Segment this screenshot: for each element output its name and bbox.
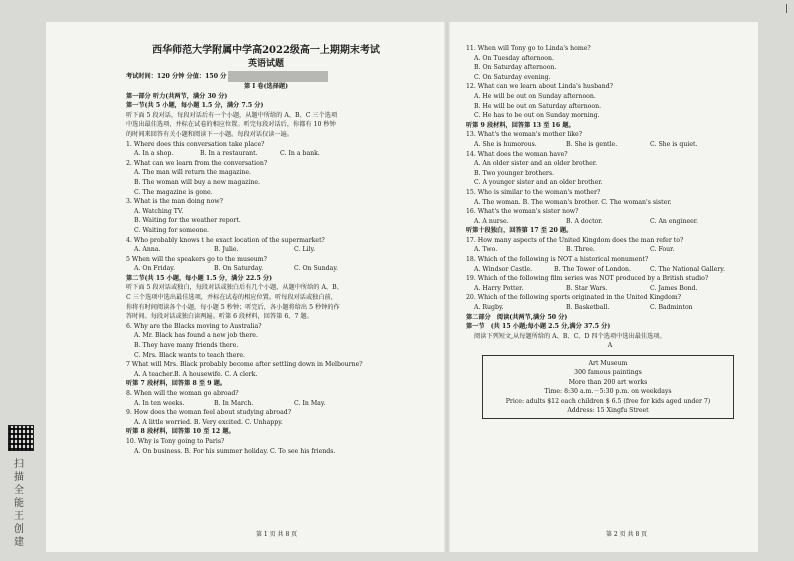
option: B. Three. <box>566 246 595 254</box>
question: 15. Who is similar to the woman's mother? <box>466 188 601 196</box>
option: B. Star Wars. <box>566 284 608 292</box>
option: C. Four. <box>650 246 675 254</box>
option: A. On Friday. <box>134 265 175 273</box>
instruction-line: 你将有时间阅读各个小题，每小题 5 秒钟；听完后，各小题将给出 5 秒钟的作 <box>126 303 340 311</box>
section-heading: 第一节 (共 15 小题;每小题 2.5 分,满分 37.5 分) <box>466 323 611 331</box>
option: B. Julie. <box>214 246 239 254</box>
options-row <box>126 399 406 409</box>
notice-line: 300 famous paintings <box>574 369 642 377</box>
option: A. On Tuesday afternoon. <box>474 54 554 62</box>
option: A. A teacher.B. A housewife. C. A clerk. <box>134 370 258 378</box>
options-row <box>466 217 754 227</box>
option: A. The woman. B. The woman's brother. C. The woman's sister. <box>474 198 672 206</box>
option: C. On Saturday evening. <box>474 73 551 81</box>
option: A. Watching TV. <box>134 207 184 215</box>
option: C. On Sunday. <box>294 265 338 273</box>
question: 2. What can we learn from the conversation? <box>126 159 268 167</box>
question: 1. Where does this conversation take place? <box>126 140 265 148</box>
options-row <box>126 264 406 274</box>
option: C. In a bank. <box>280 150 320 158</box>
notice-line: Art Museum <box>588 360 628 367</box>
option: C. He has to be out on Sunday morning. <box>474 112 600 120</box>
section-heading: 第一部分 听力(共两节，满分 30 分) <box>126 92 228 100</box>
question: 16. What's the woman's sister now? <box>466 208 579 216</box>
option: B. In a restaurant. <box>200 150 258 158</box>
option: A. He will be out on Sunday afternoon. <box>474 92 596 100</box>
option: B. They have many friends there. <box>134 342 239 350</box>
option: B. On Saturday afternoon. <box>474 64 557 72</box>
page-number: 第 1 页 共 8 页 <box>256 531 298 538</box>
question: 11. When will Tony go to Linda's home? <box>466 45 591 52</box>
option: B. In March. <box>214 399 254 407</box>
question: 18. Which of the following is NOT a historical monument? <box>466 256 649 264</box>
instruction-line: 阅读下列短文,从每题所给的 A、B、C、D 四个选项中选出最佳选项。 <box>474 332 666 340</box>
exam-title: 西华师范大学附属中学高2022级高一上期期末考试 <box>152 45 380 56</box>
option: C. Waiting for someone. <box>134 226 210 234</box>
option: B. Waiting for the weather report. <box>134 217 241 225</box>
option: B. He will be out on Saturday afternoon. <box>474 102 602 110</box>
question: 10. Why is Tony going to Paris? <box>126 437 225 445</box>
option: A. A little worried. B. Very excited. C. Unhappy. <box>134 418 283 426</box>
option: C. A younger sister and an older brother. <box>474 179 603 187</box>
notice-line: Time: 8:30 a.m.－5:30 p.m. on weekdays <box>544 388 672 396</box>
question: 20. Which of the following sports originated in the United Kingdom? <box>466 294 682 302</box>
option: B. The Tower of London. <box>554 265 631 273</box>
section-heading: 听第 8 段材料，回答第 10 至 12 题。 <box>126 428 235 436</box>
art-museum-notice <box>482 355 734 419</box>
left-page <box>126 22 406 456</box>
page-number: 第 2 页 共 8 页 <box>606 531 648 538</box>
notice-line: Address: 15 Xingfu Street <box>567 407 649 415</box>
option: C. Mrs. Black wants to teach there. <box>134 351 245 359</box>
section-heading: 第二部分 阅读(共两节,满分 50 分) <box>466 313 568 321</box>
option: B. The woman will buy a new magazine. <box>134 178 260 186</box>
option: C. James Bond. <box>650 284 698 292</box>
instruction-line: C 三个选项中选出最佳选项，并标在试卷的相应位置。听每段对话或独白前， <box>126 294 337 302</box>
instruction-line: 中选出最佳选项，并标在试卷的相应位置。听完每段对话后，你都有 10 秒钟 <box>126 121 336 129</box>
question: 14. What does the woman have? <box>466 150 568 158</box>
option: B. On Saturday. <box>214 265 264 273</box>
section-heading: 第二节(共 15 小题，每小题 1.5 分，满分 22.5 分) <box>126 274 273 282</box>
question: 17. How many aspects of the United Kingdom does the man refer to? <box>466 236 684 244</box>
instruction-line: 答时间。每段对话或独白读两遍。听第 6 段材料，回答第 6、7 题。 <box>126 313 313 321</box>
option: B. Two younger brothers. <box>474 169 554 177</box>
options-row <box>466 284 754 294</box>
question: 7 What will Mrs. Black probably become after settling down in Melbourne? <box>126 361 363 369</box>
option: A. Two. <box>474 246 498 254</box>
option: C. The National Gallery. <box>650 265 725 273</box>
option: A. On business. B. For his summer holiday. C. To see his friends. <box>134 447 336 455</box>
question: 8. When will the woman go abroad? <box>126 390 239 397</box>
option: C. Lily. <box>294 246 316 254</box>
option: A. The man will return the magazine. <box>134 169 252 177</box>
option: C. The magazine is gone. <box>134 188 213 196</box>
question: 3. What is the man doing now? <box>126 198 223 206</box>
instruction-line: 听下面 5 段对话，每段对话后有一个小题，从题中所给的 A、B、C 三个选项 <box>126 111 338 119</box>
redacted-stamp <box>228 71 328 82</box>
options-row <box>466 303 754 313</box>
question: 5 When will the speakers go to the museum? <box>126 255 267 263</box>
options-row <box>126 245 406 255</box>
option: B. A doctor. <box>566 217 603 225</box>
question: 4. Who probably knows t he exact location of the supermarket? <box>126 236 325 244</box>
notice-line: More than 200 art works <box>568 378 648 386</box>
section-heading: 第一节(共 5 小题，每小题 1.5 分，满分 7.5 分) <box>126 102 264 110</box>
exam-info: 考试时间：120 分钟 分值：150 分 <box>126 71 406 82</box>
option: A. In a shop. <box>134 150 174 158</box>
option: A. Anna. <box>134 246 161 254</box>
right-page <box>466 22 754 419</box>
passage-label: A <box>607 342 613 350</box>
option: C. An engineer. <box>650 217 699 225</box>
exam-subtitle: 英语试题 <box>247 59 284 69</box>
question: 19. Which of the following film series was NOT produced by a British studio? <box>466 275 709 283</box>
scanner-watermark: 扫描全能王 创建 <box>14 459 24 548</box>
notice-line: Price: adults $12 each children $ 6.5 (free for kids aged under 7) <box>505 397 711 405</box>
options-row <box>466 245 754 255</box>
option: A. Harry Potter. <box>474 284 524 292</box>
option: A. A nurse. <box>474 217 509 225</box>
option: A. Mr. Black has found a new job there. <box>134 332 258 340</box>
qr-code-icon <box>8 425 34 451</box>
question: 6. Why are the Blacks moving to Australia? <box>126 322 262 330</box>
option: A. In ten weeks. <box>134 399 185 407</box>
option: B. Basketball. <box>566 304 610 312</box>
section-heading: 听第 9 段材料，回答第 13 至 16 题。 <box>466 121 575 129</box>
option: A. An older sister and an older brother. <box>474 160 597 168</box>
option: C. Badminton <box>650 304 693 312</box>
options-row <box>466 140 754 150</box>
option: A. She is humorous. <box>474 140 537 148</box>
section-heading: 听第 7 段材料，回答第 8 至 9 题。 <box>126 380 227 388</box>
corner-mark: | <box>784 4 788 14</box>
exam-sheet <box>46 22 758 552</box>
option: C. In May. <box>294 399 326 407</box>
question: 13. What's the woman's mother like? <box>466 131 583 139</box>
question: 9. How does the woman feel about studying abroad? <box>126 409 292 417</box>
option: C. She is quiet. <box>650 140 698 148</box>
instruction-line: 的时间来回答有关小题和阅读下一小题。每段对话仅读一遍。 <box>126 130 294 138</box>
options-row <box>126 149 406 159</box>
page-fold <box>444 22 450 552</box>
section-heading: 听第十段独白，回答第 17 至 20 题。 <box>466 227 573 235</box>
instruction-line: 听下面 5 段对话或独白，每段对话或独白后有几个小题，从题中所给的 A、B、 <box>126 284 343 292</box>
option: B. She is gentle. <box>566 140 618 148</box>
part-heading: 第 I 卷(选择题) <box>244 83 288 90</box>
option: A. Windsor Castle. <box>474 265 533 273</box>
options-row <box>466 265 754 275</box>
question: 12. What can we learn about Linda's husband? <box>466 83 614 91</box>
option: A. Rugby. <box>474 304 504 312</box>
